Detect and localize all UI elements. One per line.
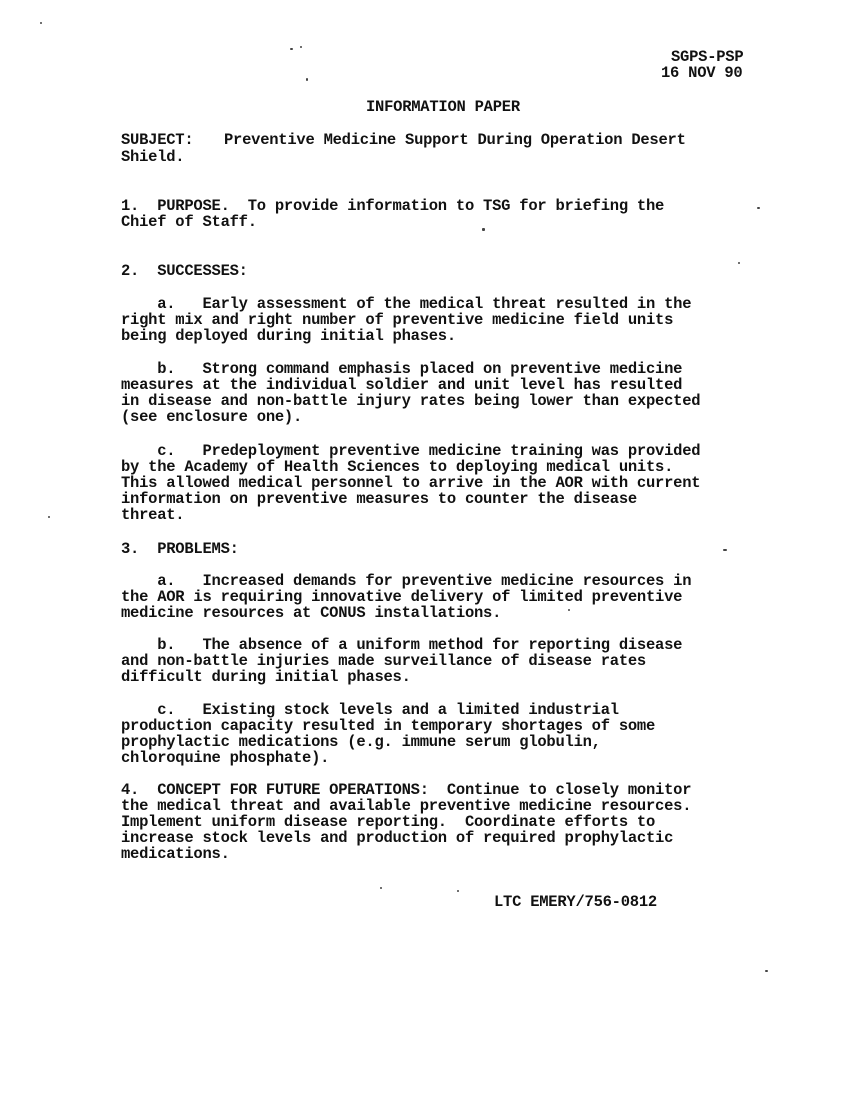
document-title: INFORMATION PAPER xyxy=(366,98,520,116)
success-a-line: being deployed during initial phases. xyxy=(121,327,456,345)
scan-speck xyxy=(457,890,459,892)
problem-a-line: the AOR is requiring innovative delivery of limited preventive xyxy=(121,588,683,606)
problem-a-line: a. Increased demands for preventive medicine resources in xyxy=(121,572,692,590)
document-date: 16 NOV 90 xyxy=(661,64,743,82)
success-c-line: by the Academy of Health Sciences to deploying medical units. xyxy=(121,458,674,476)
concept-line: Implement uniform disease reporting. Coordinate efforts to xyxy=(121,813,656,831)
problem-c-line: production capacity resulted in temporary shortages of some xyxy=(121,717,656,735)
success-c-line: threat. xyxy=(121,506,185,524)
scan-speck xyxy=(765,970,768,972)
problem-c-line: chloroquine phosphate). xyxy=(121,749,330,767)
concept-line: medications. xyxy=(121,845,230,863)
success-b-line: in disease and non-battle injury rates being lower than expected xyxy=(121,392,701,410)
concept-line: increase stock levels and production of required prophylactic xyxy=(121,829,674,847)
success-b-line: b. Strong command emphasis placed on preventive medicine xyxy=(121,360,683,378)
success-a-line: right mix and right number of preventive medicine field units xyxy=(121,311,674,329)
problem-b-line: and non-battle injuries made surveillance of disease rates xyxy=(121,652,646,670)
problem-b-line: difficult during initial phases. xyxy=(121,668,411,686)
scan-speck xyxy=(738,262,740,264)
scan-speck xyxy=(290,48,293,50)
successes-heading: 2. SUCCESSES: xyxy=(121,262,248,280)
problem-c-line: prophylactic medications (e.g. immune serum globulin, xyxy=(121,733,601,751)
purpose-line-1: 1. PURPOSE. To provide information to TSG for briefing the xyxy=(121,197,665,215)
scan-speck xyxy=(40,22,42,24)
subject-label: SUBJECT: xyxy=(121,131,194,149)
office-symbol: SGPS-PSP xyxy=(671,48,744,66)
problems-heading: 3. PROBLEMS: xyxy=(121,540,239,558)
subject-line-1: Preventive Medicine Support During Operation Desert xyxy=(224,131,686,149)
success-c-line: This allowed medical personnel to arrive in the AOR with current xyxy=(121,474,701,492)
problem-b-line: b. The absence of a uniform method for reporting disease xyxy=(121,636,683,654)
problem-c-line: c. Existing stock levels and a limited industrial xyxy=(121,701,619,719)
success-c-line: c. Predeployment preventive medicine training was provided xyxy=(121,442,701,460)
success-b-line: measures at the individual soldier and unit level has resulted xyxy=(121,376,683,394)
purpose-line-2: Chief of Staff. xyxy=(121,213,257,231)
success-c-line: information on preventive measures to counter the disease xyxy=(121,490,637,508)
success-a-line: a. Early assessment of the medical threat resulted in the xyxy=(121,295,692,313)
scan-speck xyxy=(757,207,760,209)
scan-speck xyxy=(48,516,50,518)
subject-line-2: Shield. xyxy=(121,148,185,166)
problem-a-line: medicine resources at CONUS installations. xyxy=(121,604,502,622)
point-of-contact: LTC EMERY/756-0812 xyxy=(494,893,657,911)
scan-speck xyxy=(300,46,302,48)
scan-speck xyxy=(380,887,382,889)
scan-speck xyxy=(482,228,485,231)
scan-speck xyxy=(306,78,308,81)
success-b-line: (see enclosure one). xyxy=(121,408,303,426)
concept-line: the medical threat and available preventive medicine resources. xyxy=(121,797,692,815)
scan-speck xyxy=(723,549,727,551)
concept-line: 4. CONCEPT FOR FUTURE OPERATIONS: Continue to closely monitor xyxy=(121,781,692,799)
scan-speck xyxy=(568,609,570,611)
